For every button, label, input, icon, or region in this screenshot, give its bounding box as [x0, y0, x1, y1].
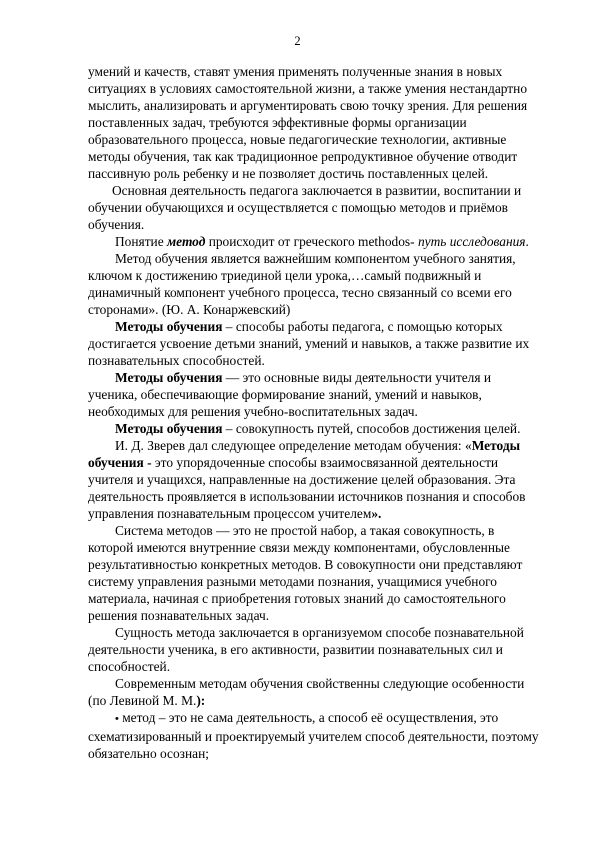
paragraph-intro: умений и качеств, ставят умения применять полученные знания в новых ситуациях в условиях самостоятельной жизни, а также умения нестандартно мыслить, анализировать и аргументировать свою точку зрения. Для решения поставленных задач, требуются эффективные формы организации образовательного процесса, новые педагогические технологии, активные методы обучения, так как традиционное репродуктивное обучение отводит пассивную роль ребенку и не позволяет достичь поставленных целей.	[88, 64, 528, 181]
paragraph-method-etymology	[88, 233, 540, 250]
zverev-end: ».	[371, 506, 382, 521]
paragraph-konarzhevsky-quote: Метод обучения является важнейшим компонентом учебного занятия, ключом к достижению триединой цели урока,…самый подвижный и динамичный компонент учебного процесса, тесно связанный со всеми его сторонами». (Ю. А. Конаржевский)	[88, 251, 516, 317]
term-method: метод	[167, 234, 206, 249]
paragraph-modern-features	[88, 675, 540, 709]
paragraph-zverev-definition	[88, 437, 540, 522]
zverev-intro: И. Д. Зверев дал следующее определение методам обучения: «	[115, 438, 472, 453]
definition-2	[88, 369, 540, 420]
modern-features-text: Современным методам обучения свойственны следующие особенности (по Левиной М. М.	[88, 676, 525, 708]
modern-features-end: ):	[196, 693, 206, 708]
page-number: 2	[294, 34, 301, 48]
page-body	[88, 63, 540, 762]
definition-text: – способы работы педагога, с помощью которых достигается усвоение детьми знаний, умений и навыков, а также развитие их познавательных способностей.	[88, 319, 530, 368]
zverev-term: Методы обучения -	[88, 438, 521, 470]
definition-term: Методы обучения	[115, 421, 223, 436]
definition-term: Методы обучения	[115, 319, 223, 334]
etymology-middle: происходит от греческого methodos-	[205, 234, 418, 249]
paragraph-method-essence: Сущность метода заключается в организуемом способе познавательной деятельности ученика, в его активности, развитии познавательных сил и способностей.	[88, 625, 524, 674]
list-item-text: метод – это не сама деятельность, а способ её осуществления, это схематизированный и проектируемый учителем способ деятельности, поэтому обязательно осознан;	[88, 710, 539, 761]
etymology-after: .	[525, 234, 529, 249]
list-item	[88, 709, 540, 762]
paragraph-teacher-activity: Основная деятельность педагога заключается в развитии, воспитании и обучении обучающихся и осуществляется с помощью методов и приёмов обучения.	[88, 183, 522, 232]
definition-text: – совокупность путей, способов достижения целей.	[222, 421, 521, 436]
zverev-text: это упорядоченные способы взаимосвязанной деятельности учителя и учащихся, направленные на достижение целей образования. Эта деятельность проявляется в использовании источников познания и способов управления познавательным процессом учителем	[88, 455, 526, 521]
definition-term: Методы обучения	[115, 370, 223, 385]
definition-3	[88, 420, 540, 437]
term-meaning: путь исследования	[417, 234, 526, 249]
etymology-before: Понятие	[115, 234, 167, 249]
definition-text: — это основные виды деятельности учителя и ученика, обеспечивающие формирование знаний, умений и навыков, необходимых для решения учебно-воспитательных задач.	[88, 370, 492, 419]
bullet-icon: •	[115, 713, 119, 725]
definition-1	[88, 318, 540, 369]
paragraph-method-system: Система методов — это не простой набор, а такая совокупность, в которой имеются внутренние связи между компонентами, обусловленные результативностью конкретных методов. В совокупности они представляют систему управления разными методами познания, учащимися учебного материала, начиная с приобретения готовых знаний до самостоятельного решения познавательных задач.	[88, 523, 523, 623]
